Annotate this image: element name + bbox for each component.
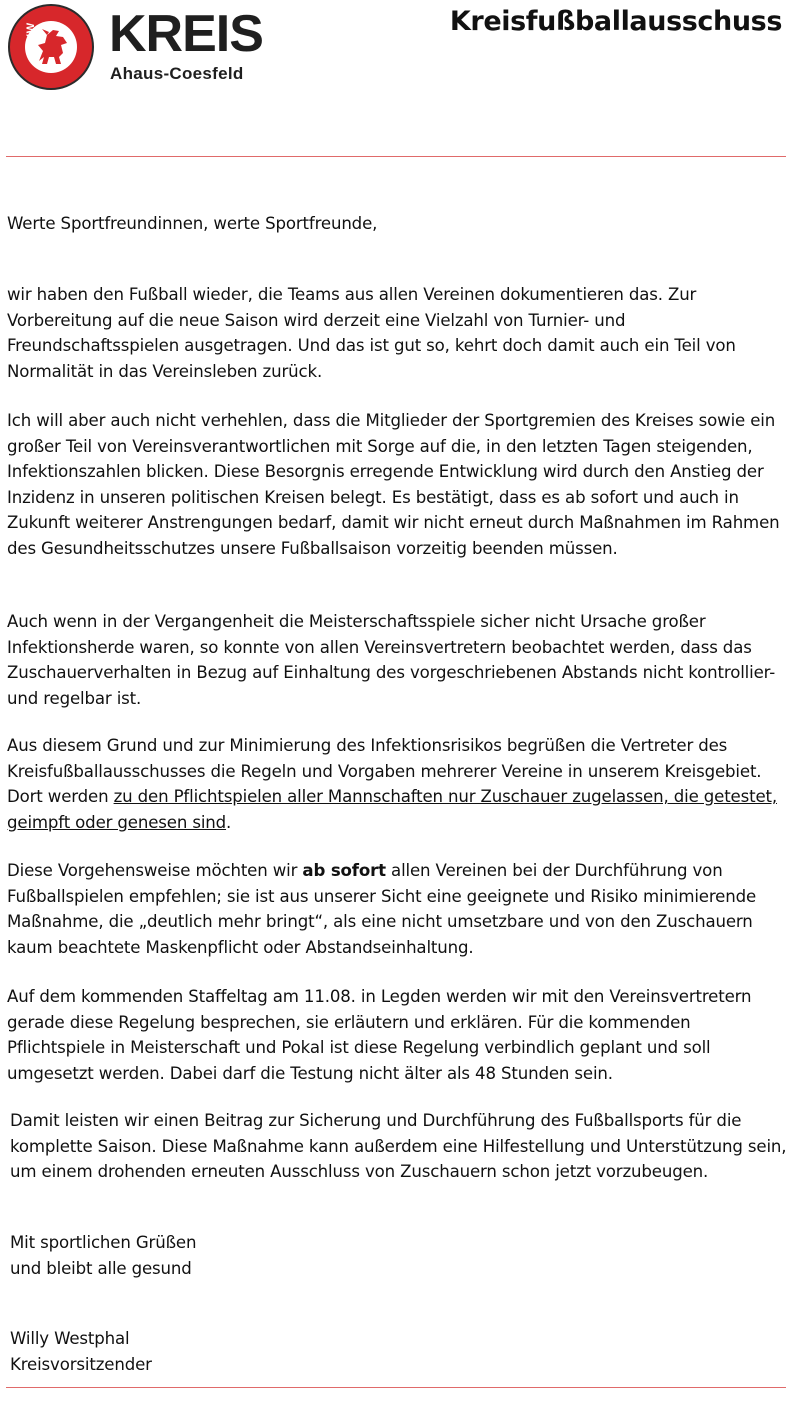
paragraph-2: Ich will aber auch nicht verhehlen, dass die Mitglieder der Sportgremien des Kreises sowie ein großer Teil von Vereinsverantwortlichen mit Sorge auf die, in den letzten Tagen steigenden, Infektionszahlen blicken. Diese Besorgnis erregende Entwicklung wird durch den Anstieg der Inzidenz in unseren politischen Kreisen belegt. Es bestätigt, dass es ab sofort und auch in Zukunft weiterer Anstrengungen bedarf, damit wir nicht erneut durch Maßnahmen im Rahmen des Gesundheitsschutzes unsere Fußballsaison vorzeitig beenden müssen. xyxy=(7,411,780,558)
signature xyxy=(10,1326,795,1377)
paragraph-7: Damit leisten wir einen Beitrag zur Sicherung und Durchführung des Fußballsports für die komplette Saison. Diese Maßnahme kann außerdem eine Hilfestellung und Unterstützung sein, um einem drohenden erneuten Ausschluss von Zuschauern schon jetzt vorzubeugen. xyxy=(10,1111,787,1181)
paragraph-4: Aus diesem Grund und zur Minimierung des Infektionsrisikos begrüßen die Vertreter des Kreisfußballausschusses die Regeln und Vorgaben mehrerer Vereine in unserem Kreisgebiet. Dort werden zu den Pflichtspielen aller Mannschaften nur Zuschauer zugelassen, die getestet, geimpft oder genesen sind. xyxy=(7,736,777,832)
paragraph-3: Auch wenn in der Vergangenheit die Meisterschaftsspiele sicher nicht Ursache großer Infektionsherde waren, so konnte von allen Vereinsvertretern beobachtet werden, dass das Zuschauerverhalten in Bezug auf Einhaltung des vorgeschriebenen Abstands nicht kontrollier- und regelbar ist. xyxy=(7,612,776,708)
closing-line-1: Mit sportlichen Grüßen xyxy=(10,1233,197,1252)
closing xyxy=(10,1230,795,1281)
logo-title: KREIS xyxy=(109,5,263,63)
committee-title: Kreisfußballausschuss xyxy=(449,6,782,37)
paragraph-5: Diese Vorgehensweise möchten wir ab sofort allen Vereinen bei der Durchführung von Fußballspielen empfehlen; sie ist aus unserer Sicht eine geeignete und Risiko minimierende Maßnahme, die „deutlich mehr bringt“, als eine nicht umsetzbare und von den Zuschauern kaum beachtete Maskenpflicht oder Abstandseinhaltung. xyxy=(7,861,757,957)
paragraph-6: Auf dem kommenden Staffeltag am 11.08. in Legden werden wir mit den Vereinsvertretern gerade diese Regelung besprechen, sie erläutern und erklären. Für die kommenden Pflichtspiele in Meisterschaft und Pokal ist diese Regelung verbindlich geplant und soll umgesetzt werden. Dabei darf die Testung nicht älter als 48 Stunden sein. xyxy=(7,987,752,1083)
footer-divider xyxy=(6,1387,786,1388)
flvw-badge xyxy=(8,4,94,90)
kreis-logo xyxy=(8,4,273,94)
signer-name: Willy Westphal xyxy=(10,1329,130,1348)
logo-subtitle: Ahaus-Coesfeld xyxy=(110,64,244,83)
closing-line-2: und bleibt alle gesund xyxy=(10,1258,192,1278)
header-divider xyxy=(6,156,786,157)
bold-ab-sofort: ab sofort xyxy=(302,861,386,880)
signer-title: Kreisvorsitzender xyxy=(10,1354,152,1374)
paragraph-1: wir haben den Fußball wieder, die Teams aus allen Vereinen dokumentieren das. Zur Vorbereitung auf die neue Saison wird derzeit eine Vielzahl von Turnier- und Freundschaftsspielen ausgetragen. Und das ist gut so, kehrt doch damit auch ein Teil von Normalität in das Vereinsleben zurück. xyxy=(7,285,736,381)
underlined-rule-text: zu den Pflichtspielen aller Mannschaften nur Zuschauer zugelassen, die getestet, geimpft oder genesen sind xyxy=(7,787,777,832)
salutation: Werte Sportfreundinnen, werte Sportfreunde, xyxy=(7,214,378,233)
horse-icon xyxy=(25,21,77,73)
